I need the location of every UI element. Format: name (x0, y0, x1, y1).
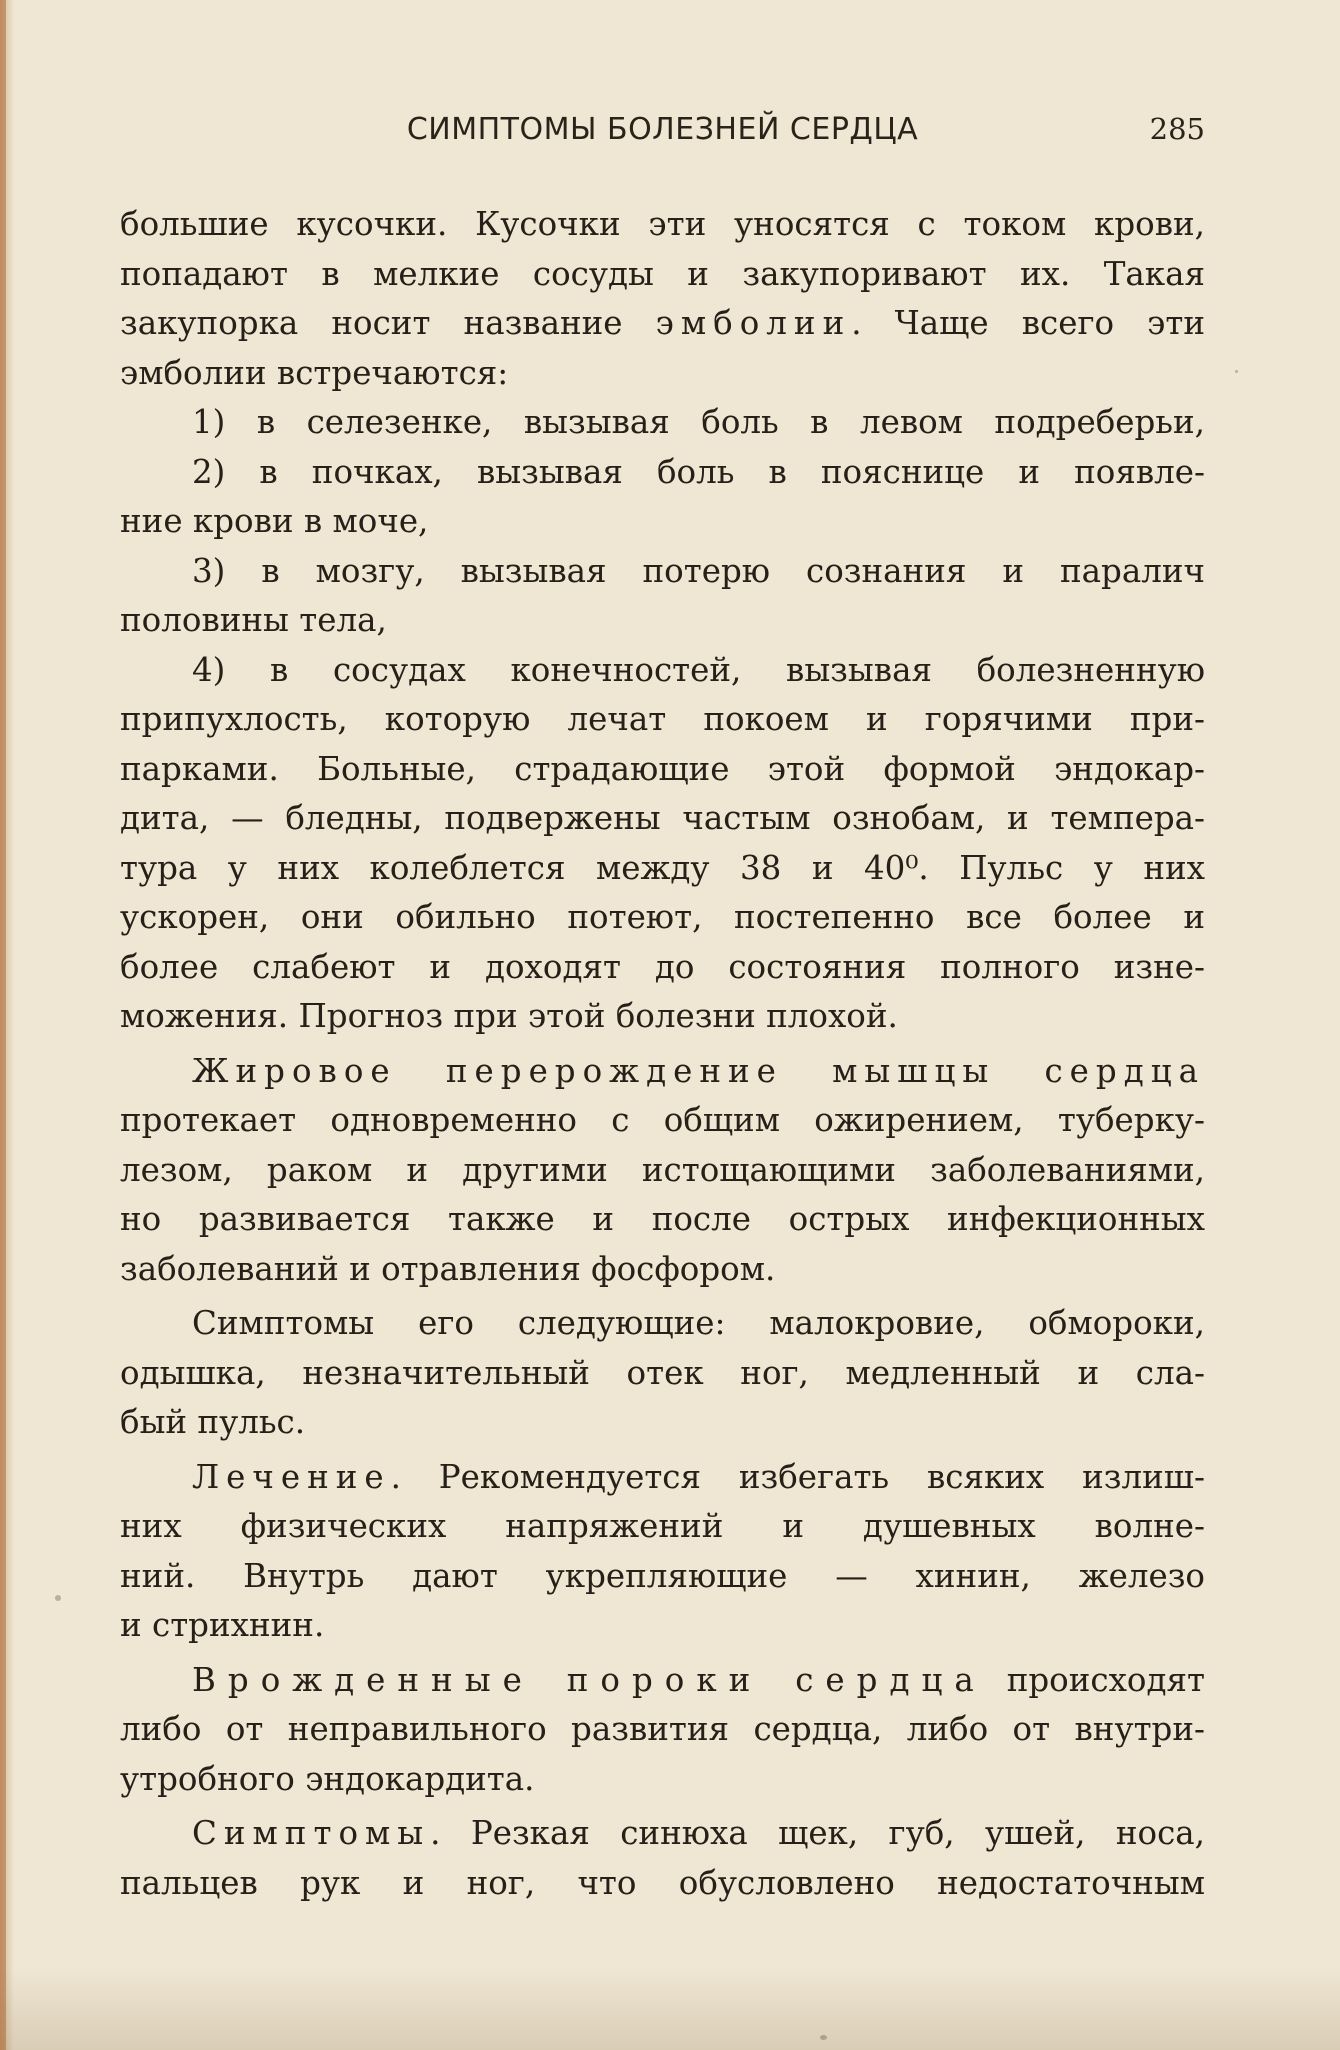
section-heading-line: Жировое перерождение мышцы сердца (192, 1051, 1205, 1090)
text-line: ние крови в моче, (120, 502, 429, 540)
running-title: СИМПТОМЫ БОЛЕЗНЕЙ СЕРДЦА (406, 112, 919, 147)
text-line: ускорен, они обильно потеют, постепенно все более и (120, 898, 1205, 936)
text-line: и стрихнин. (120, 1606, 325, 1644)
text-line: эмболии встречаются: (120, 353, 509, 392)
list-item-line: 2) в почках, вызывая боль в пояснице и появле- (192, 452, 1205, 491)
text-line: парками. Больные, страдающие этой формой эндокар- (120, 749, 1205, 788)
text-line: бый пульс. (120, 1403, 306, 1441)
text-line: но развивается также и после острых инфекционных (120, 1200, 1205, 1238)
text-line: тура у них колеблется между 38 и 40⁰. Пульс у них (120, 848, 1205, 887)
emphasized-term: Врожденные пороки сердца (192, 1660, 986, 1699)
text-line: протекает одновременно с общим ожирением, туберку- (120, 1101, 1205, 1139)
emphasized-term: Лечение (192, 1457, 391, 1496)
text-line: Симптомы его следующие: малокровие, обмороки, (192, 1304, 1205, 1342)
text-line: утробного эндокардита. (120, 1759, 535, 1798)
text-line: большие кусочки. Кусочки эти уносятся с током крови, (120, 205, 1205, 243)
emphasized-term: эмболии (655, 304, 852, 342)
text-line: них физических напряжений и душевных волне- (120, 1507, 1205, 1545)
paper-speck (55, 1595, 61, 1601)
text-fragment: . Рекомендуется избегать всяких излиш- (390, 1457, 1205, 1496)
emphasized-term: Симптомы (192, 1814, 431, 1852)
text-line: можения. Прогноз при этой болезни плохой. (120, 997, 898, 1035)
text-line (120, 1453, 1205, 1503)
text-fragment: . Чаще всего эти (851, 304, 1205, 342)
text-line: дита, — бледны, подвержены частым ознобам, и темпера- (120, 799, 1205, 837)
text-fragment: закупорка носит название (120, 304, 623, 342)
body-text (120, 200, 1205, 1908)
text-line: припухлость, которую лечат покоем и горячими при- (120, 700, 1205, 738)
text-line: более слабеют и доходят до состояния полного изне- (120, 947, 1205, 986)
text-line: одышка, незначительный отек ног, медленный и сла- (120, 1353, 1205, 1392)
text-line: попадают в мелкие сосуды и закупоривают их. Такая (120, 254, 1205, 293)
paper-speck (1235, 370, 1238, 373)
text-line (120, 1809, 1205, 1859)
page-number: 285 (1149, 112, 1205, 146)
list-item-line: 1) в селезенке, вызывая боль в левом подреберьи, (192, 403, 1205, 441)
text-fragment: происходят (1006, 1660, 1205, 1699)
text-line (120, 299, 1205, 349)
paper-speck (820, 2035, 827, 2040)
text-line: ний. Внутрь дают укрепляющие — хинин, железо (120, 1556, 1205, 1595)
text-line: лезом, раком и другими истощающими заболеваниями, (120, 1150, 1205, 1189)
running-header (120, 112, 1205, 152)
text-line: заболеваний и отравления фосфором. (120, 1249, 776, 1288)
text-fragment: . Резкая синюха щек, губ, ушей, носа, (430, 1814, 1205, 1852)
text-line (120, 1656, 1205, 1706)
list-item-line: 4) в сосудах конечностей, вызывая болезненную (192, 650, 1205, 689)
list-item-line: 3) в мозгу, вызывая потерю сознания и паралич (192, 551, 1205, 590)
text-line: половины тела, (120, 601, 387, 639)
text-line: либо от неправильного развития сердца, либо от внутри- (120, 1710, 1205, 1748)
text-line: пальцев рук и ног, что обусловлено недостаточным (120, 1863, 1205, 1902)
